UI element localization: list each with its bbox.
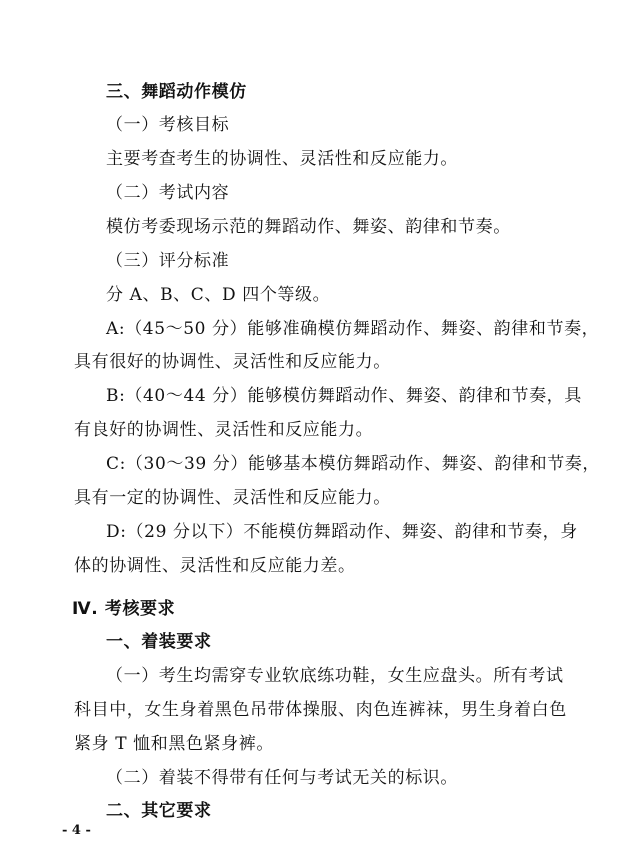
grade-a-line-2: 具有很好的协调性、灵活性和反应能力。 (74, 352, 391, 372)
dress-code-p2: （二）着装不得带有任何与考试无关的标识。 (106, 768, 458, 788)
grade-c-line-1: C:（30～39 分）能够基本模仿舞蹈动作、舞姿、韵律和节奏， (106, 454, 601, 474)
grade-a-line-1: A:（45～50 分）能够准确模仿舞蹈动作、舞姿、韵律和节奏， (106, 319, 600, 339)
grade-c-line-2: 具有一定的协调性、灵活性和反应能力。 (74, 488, 391, 508)
section-heading-dance-imitation: 三、舞蹈动作模仿 (106, 82, 247, 102)
subheading-assessment-goal: （一）考核目标 (106, 115, 230, 135)
paragraph-exam-content: 模仿考委现场示范的舞蹈动作、舞姿、韵律和节奏。 (106, 217, 511, 237)
grade-b-line-1: B:（40～44 分）能够模仿舞蹈动作、舞姿、韵律和节奏，具 (106, 386, 582, 406)
grade-d-line-2: 体的协调性、灵活性和反应能力差。 (74, 556, 356, 576)
grade-d-line-1: D:（29 分以下）不能模仿舞蹈动作、舞姿、韵律和节奏，身 (106, 522, 578, 542)
paragraph-scoring-intro: 分 A、B、C、D 四个等级。 (106, 285, 331, 305)
subheading-other-requirements: 二、其它要求 (106, 801, 212, 821)
dress-code-p1-line-3: 紧身 T 恤和黑色紧身裤。 (74, 734, 274, 754)
dress-code-p1-line-1: （一）考生均需穿专业软底练功鞋，女生应盘头。所有考试 (106, 666, 564, 686)
subheading-scoring-criteria: （三）评分标准 (106, 251, 230, 271)
section-heading-requirements: Ⅳ. 考核要求 (72, 599, 176, 619)
subheading-exam-content: （二）考试内容 (106, 183, 230, 203)
grade-b-line-2: 有良好的协调性、灵活性和反应能力。 (74, 420, 374, 440)
dress-code-p1-line-2: 科目中，女生身着黑色吊带体操服、肉色连裤袜，男生身着白色 (74, 700, 567, 720)
page-number: - 4 - (62, 823, 91, 838)
paragraph-assessment-goal: 主要考查考生的协调性、灵活性和反应能力。 (106, 149, 458, 169)
subheading-dress-code: 一、着装要求 (106, 632, 212, 652)
